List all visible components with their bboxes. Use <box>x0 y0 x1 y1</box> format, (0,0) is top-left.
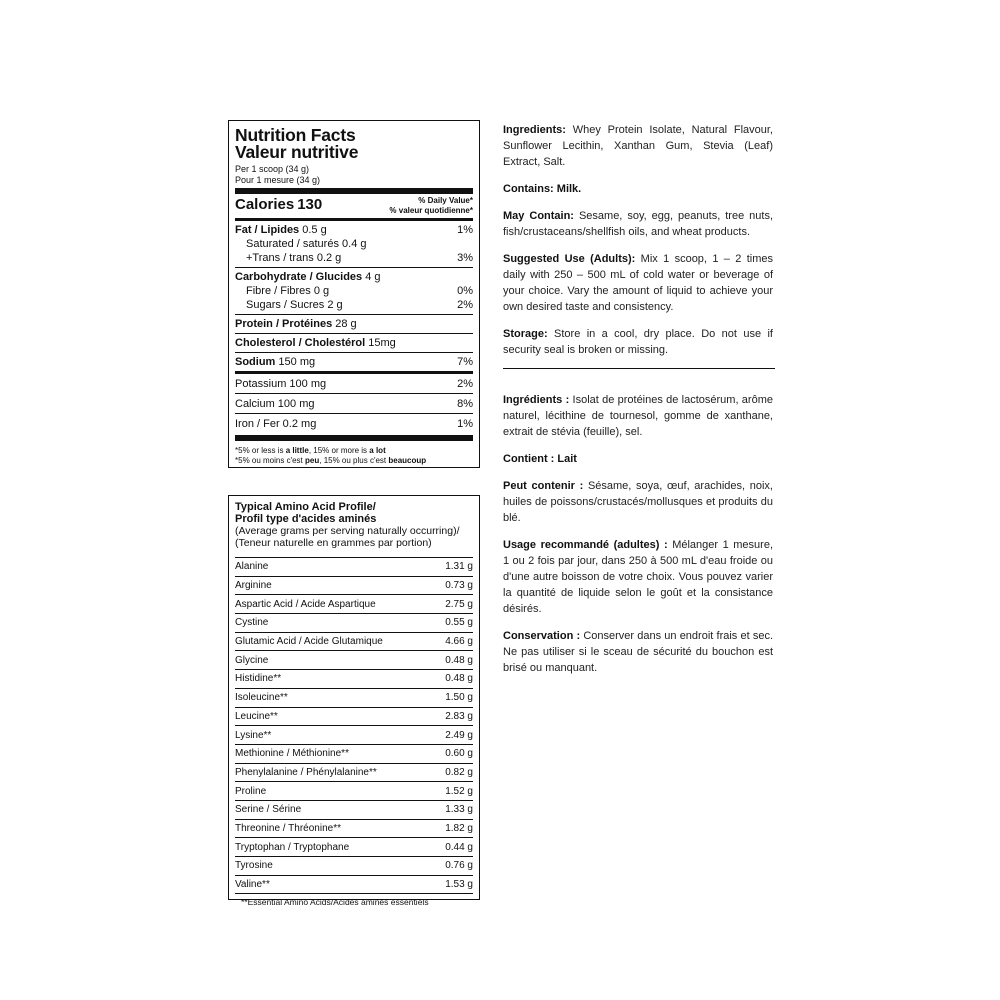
protein-label: Protein / Protéines <box>235 318 333 330</box>
saturated-row <box>235 237 473 251</box>
amino-row <box>235 820 473 839</box>
iron-row <box>235 414 473 433</box>
sodium-row <box>235 353 473 371</box>
nutrition-title-en: Nutrition Facts <box>235 125 356 145</box>
calcium-row <box>235 394 473 413</box>
ingredients-fr: Ingrédients : Isolat de protéines de lactosérum, arôme naturel, lécithine de tournesol, gomme de xanthane, extrait de stévia (feuille), sel. <box>503 394 773 438</box>
amino-row <box>235 745 473 764</box>
suggested-use-en: Suggested Use (Adults): Mix 1 scoop, 1 – 2 times daily with 250 – 500 mL of cold water or beverage of your choice. Vary the amount of liquid to achieve your own desired taste and consistency. <box>503 253 773 313</box>
daily-value-en: % Daily Value* <box>418 196 473 205</box>
calories-value: 130 <box>297 196 323 213</box>
protein-amount: 28 g <box>335 318 357 330</box>
amino-value: 4.66 g <box>445 636 473 648</box>
protein-block <box>235 315 473 333</box>
cholesterol-amount: 15mg <box>368 337 396 349</box>
amino-name: Phenylalanine / Phénylalanine** <box>235 766 377 778</box>
amino-row <box>235 651 473 670</box>
serving-size-en: Per 1 scoop (34 g) <box>235 164 310 174</box>
amino-row <box>235 764 473 783</box>
calcium-dv: 8% <box>457 397 473 410</box>
saturated-amount: 0.4 g <box>342 238 367 250</box>
carb-block <box>235 268 473 314</box>
amino-name: Tryptophan / Tryptophane <box>235 841 350 853</box>
amino-value: 2.75 g <box>445 598 473 610</box>
amino-name: Threonine / Thréonine** <box>235 822 341 834</box>
amino-row <box>235 726 473 745</box>
amino-value: 0.48 g <box>445 654 473 666</box>
sodium-label: Sodium <box>235 356 276 368</box>
amino-row <box>235 670 473 689</box>
daily-value-fr: % valeur quotidienne* <box>389 206 473 215</box>
amino-name: Cystine <box>235 617 269 629</box>
amino-row <box>235 838 473 857</box>
amino-value: 0.82 g <box>445 766 473 778</box>
amino-value: 1.50 g <box>445 692 473 704</box>
amino-subtitle-en: (Average grams per serving naturally occurring)/ <box>235 525 460 537</box>
amino-name: Leucine** <box>235 710 278 722</box>
footnote-en: *5% or less is a little, 15% or more is a lot <box>235 446 386 455</box>
amino-row <box>235 876 473 895</box>
amino-name: Serine / Sérine <box>235 804 302 816</box>
language-divider <box>503 368 775 369</box>
amino-name: Tyrosine <box>235 860 273 872</box>
cholesterol-row <box>235 336 473 350</box>
amino-row <box>235 708 473 727</box>
iron-label: Iron / Fer 0.2 mg <box>235 417 317 430</box>
amino-acid-panel <box>228 495 480 908</box>
storage-fr: Conservation : Conserver dans un endroit frais et sec. Ne pas utiliser si le sceau de sécurité du bouchon est brisé ou manquant. <box>503 630 773 674</box>
fat-row <box>235 223 473 237</box>
footnote-fr: *5% ou moins c'est peu, 15% ou plus c'est beaucoup <box>235 456 427 465</box>
daily-value-footnote <box>235 441 473 466</box>
sugars-label: Sugars / Sucres <box>246 299 325 311</box>
amino-value: 1.31 g <box>445 561 473 573</box>
amino-value: 0.55 g <box>445 617 473 629</box>
may-contain-en: May Contain: Sesame, soy, egg, peanuts, tree nuts, fish/crustaceans/shellfish oils, and wheat products. <box>503 210 774 238</box>
amino-title-fr: Profil type d'acides aminés <box>235 513 377 525</box>
amino-name: Arginine <box>235 580 272 592</box>
amino-name: Aspartic Acid / Acide Aspartique <box>235 598 376 610</box>
amino-row <box>235 558 473 577</box>
trans-label: +Trans / trans <box>246 252 314 264</box>
amino-name: Isoleucine** <box>235 692 288 704</box>
cholesterol-label: Cholesterol / Cholestérol <box>235 337 366 349</box>
amino-row <box>235 595 473 614</box>
nutrition-title-fr: Valeur nutritive <box>235 142 359 162</box>
amino-row <box>235 782 473 801</box>
cholesterol-block <box>235 334 473 352</box>
amino-row <box>235 689 473 708</box>
amino-row <box>235 633 473 652</box>
amino-row <box>235 614 473 633</box>
amino-row <box>235 857 473 876</box>
amino-value: 1.53 g <box>445 879 473 891</box>
amino-value: 0.73 g <box>445 580 473 592</box>
carb-label: Carbohydrate / Glucides <box>235 271 363 283</box>
amino-name: Lysine** <box>235 729 272 741</box>
french-info <box>503 392 773 687</box>
storage-en: Storage: Store in a cool, dry place. Do not use if security seal is broken or missing. <box>503 328 773 356</box>
amino-name: Histidine** <box>235 673 282 685</box>
calories-row <box>235 194 473 218</box>
amino-name: Proline <box>235 785 267 797</box>
potassium-row <box>235 374 473 393</box>
iron-dv: 1% <box>457 417 473 430</box>
amino-subtitle-fr: (Teneur naturelle en grammes par portion) <box>235 537 432 549</box>
amino-name: Methionine / Méthionine** <box>235 748 349 760</box>
english-info <box>503 122 773 369</box>
nutrition-facts-panel <box>228 120 480 468</box>
amino-value: 1.33 g <box>445 804 473 816</box>
sugars-amount: 2 g <box>327 299 343 311</box>
daily-value-header <box>389 196 473 216</box>
amino-table <box>235 558 473 894</box>
amino-value: 2.49 g <box>445 729 473 741</box>
contains-en: Contains: Milk. <box>503 183 582 195</box>
amino-name: Glycine <box>235 654 269 666</box>
amino-name: Valine** <box>235 879 270 891</box>
sodium-amount: 150 mg <box>278 356 316 368</box>
protein-row <box>235 317 473 331</box>
serving-size-fr: Pour 1 mesure (34 g) <box>235 175 321 185</box>
amino-footnote: **Essential Amino Acids/Acides aminés essentiels <box>241 897 429 908</box>
sugars-dv: 2% <box>457 299 473 311</box>
trans-row <box>235 251 473 265</box>
sodium-dv: 7% <box>457 356 473 368</box>
fat-block <box>235 221 473 267</box>
amino-title-en: Typical Amino Acid Profile/ <box>235 501 376 513</box>
suggested-use-fr: Usage recommandé (adultes) : Mélanger 1 mesure, 1 ou 2 fois par jour, dans 250 à 500 mL d'eau froide ou d'une autre boisson de votre choix. Vous pouvez varier la quantité de liquide selon le goût et la consistance désirés. <box>503 539 773 615</box>
trans-amount: 0.2 g <box>316 252 342 264</box>
contains-fr: Contient : Lait <box>503 453 577 465</box>
amino-row <box>235 801 473 820</box>
sugars-row <box>235 298 473 312</box>
fat-amount: 0.5 g <box>302 224 327 236</box>
fibre-label: Fibre / Fibres <box>246 285 311 297</box>
carb-amount: 4 g <box>365 271 381 283</box>
amino-value: 0.48 g <box>445 673 473 685</box>
amino-value: 0.76 g <box>445 860 473 872</box>
trans-dv: 3% <box>457 252 473 264</box>
fat-dv: 1% <box>457 224 473 236</box>
amino-value: 0.60 g <box>445 748 473 760</box>
calories-label: Calories <box>235 196 295 213</box>
fibre-amount: 0 g <box>313 285 330 297</box>
calcium-label: Calcium 100 mg <box>235 397 315 410</box>
potassium-label: Potassium 100 mg <box>235 377 327 390</box>
amino-value: 0.44 g <box>445 841 473 853</box>
may-contain-fr: Peut contenir : Sésame, soya, œuf, arachides, noix, huiles de poissons/crustacés/mollusques et produits du blé. <box>503 480 773 524</box>
fibre-row <box>235 284 473 298</box>
amino-name: Alanine <box>235 561 269 573</box>
amino-row <box>235 577 473 596</box>
amino-value: 1.52 g <box>445 785 473 797</box>
amino-value: 1.82 g <box>445 822 473 834</box>
fat-label: Fat / Lipides <box>235 224 300 236</box>
ingredients-en: Ingredients: Whey Protein Isolate, Natural Flavour, Sunflower Lecithin, Xanthan Gum, Stevia (Leaf) Extract, Salt. <box>503 124 773 168</box>
carb-row <box>235 270 473 284</box>
potassium-dv: 2% <box>457 377 473 390</box>
amino-value: 2.83 g <box>445 710 473 722</box>
saturated-label: Saturated / saturés <box>246 238 339 250</box>
fibre-dv: 0% <box>457 285 473 297</box>
amino-name: Glutamic Acid / Acide Glutamique <box>235 636 383 648</box>
